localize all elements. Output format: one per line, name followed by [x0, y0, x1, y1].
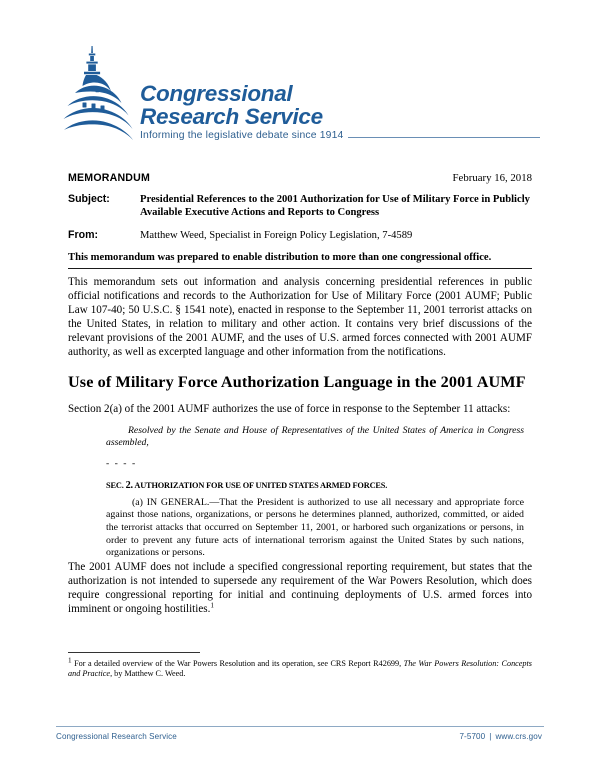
masthead	[62, 44, 540, 152]
memo-from-value: Matthew Weed, Specialist in Foreign Policy Legislation, 7-4589	[140, 229, 413, 241]
memo-divider	[68, 268, 532, 269]
lead-paragraph: Section 2(a) of the 2001 AUMF authorizes the use of force in response to the September 11 attacks:	[68, 402, 511, 415]
crs-wordmark	[140, 82, 540, 128]
memorandum-label: MEMORANDUM	[68, 172, 151, 184]
memo-header	[68, 172, 532, 269]
memo-from-row	[68, 229, 532, 242]
footnote-1-report-title: The War Powers Resolution: Concepts and Practice	[68, 659, 532, 679]
tagline-row	[140, 130, 540, 141]
subsection-smallcap-label: IN GENERAL.	[146, 496, 210, 508]
footnote-area	[68, 652, 532, 680]
footer-row	[56, 732, 544, 741]
memo-subject-label: Subject:	[68, 193, 110, 205]
subsection-marker: (a)	[132, 496, 143, 508]
footer-phone: 7-5700	[459, 732, 486, 741]
footnote-1-text-before: For a detailed overview of the War Powers Resolution and its operation, see CRS Report R42699,	[71, 659, 404, 668]
footnote-1-marker: 1	[68, 656, 72, 665]
footer-separator: |	[489, 732, 492, 741]
footnote-1-text-after: , by Matthew C. Weed.	[110, 669, 186, 679]
footer-url[interactable]: www.crs.gov	[495, 732, 542, 741]
memo-distribution-note: This memorandum was prepared to enable distribution to more than one congressional office.	[68, 252, 492, 264]
page-footer	[56, 726, 544, 741]
capitol-dome-icon	[62, 44, 140, 140]
subsection-text: —That the President is authorized to use all necessary and appropriate force against those nations, organizations, or persons he determines planned, authorized, committed, or aided the terrorist attacks that occurred on September 11, 2001, or harbored such organizations or persons, in order to prevent any future acts of international terrorism against the United States by such nations, organizations or persons.	[106, 496, 525, 559]
footnote-1	[68, 656, 532, 680]
footnote-reference-1[interactable]: 1	[210, 601, 214, 610]
closing-paragraph	[68, 560, 532, 616]
footer-divider	[56, 726, 544, 727]
statute-subsection-a	[106, 497, 524, 560]
memo-subject-row	[68, 193, 532, 220]
statute-section-heading	[106, 480, 524, 491]
section-heading: Use of Military Force Authorization Language in the 2001 AUMF	[68, 372, 526, 391]
statute-quote-block	[106, 425, 524, 560]
footer-contact	[457, 732, 544, 741]
memo-date: February 16, 2018	[452, 172, 532, 184]
memo-subject-value: Presidential References to the 2001 Authorization for Use of Military Force in Publicly Available Executive Actions and Reports to Congress	[140, 194, 530, 219]
sec-prefix: SEC.	[106, 480, 124, 490]
memo-from-label: From:	[68, 228, 99, 241]
wordmark-line-1: Congressional	[140, 81, 293, 106]
closing-paragraph-text: The 2001 AUMF does not include a specified congressional reporting requirement, but states that the authorization is not intended to supersede any requirement of the War Powers Resolution, which does require congressional reporting for initial and continuing deployments of U.S. armed forces into imminent or ongoing hostilities.	[68, 560, 532, 616]
intro-paragraph: This memorandum sets out information and analysis concerning presidential references in public official notifications and records to the Authorization for Use of Military Force (2001 AUMF; Public Law 107-40; 50 U.S.C. § 1541 note), enacted in response to the September 11, 2001 terrorist attacks on the United States, in relation to military and other action. It contains very brief discussions of the relevant provisions of the 2001 AUMF, and the uses of U.S. armed forces connected with 2001 AUMF authority, as well as excerpted language and other information from the notifications.	[68, 276, 532, 359]
tagline: Informing the legislative debate since 1914	[140, 130, 344, 141]
quote-ellipsis: - - - -	[106, 458, 137, 470]
memo-title-row	[68, 172, 532, 184]
quote-resolved-clause: Resolved by the Senate and House of Representatives of the United States of America in Congress assembled,	[106, 424, 524, 449]
wordmark-line-2: Research Service	[140, 104, 323, 129]
document-body	[68, 275, 532, 627]
footnote-divider	[68, 652, 200, 653]
sec-title: AUTHORIZATION FOR USE OF UNITED STATES ARMED FORCES.	[134, 480, 388, 490]
sec-number: 2.	[125, 479, 133, 491]
tagline-divider	[348, 137, 540, 138]
footer-org-name: Congressional Research Service	[56, 732, 177, 741]
